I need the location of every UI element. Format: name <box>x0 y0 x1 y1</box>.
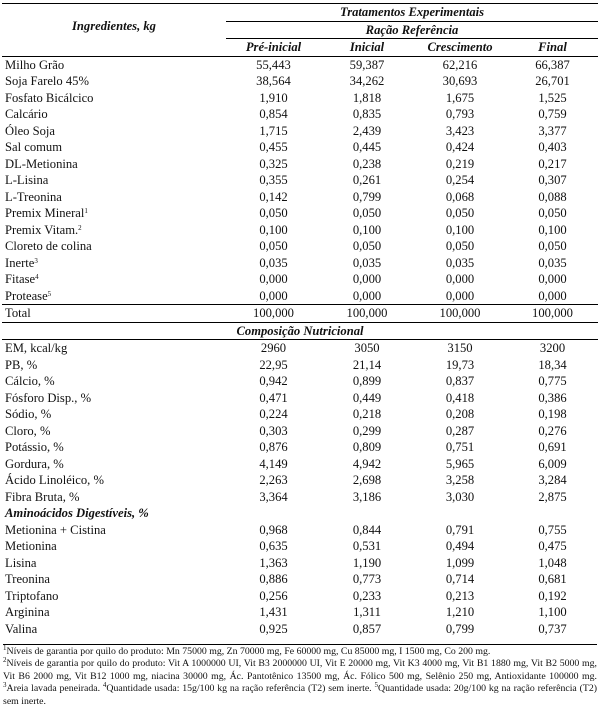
amino-row-value: 0,494 <box>445 539 475 553</box>
composition-row-value: 0,471 <box>259 390 288 405</box>
footnote-marker: 5 <box>47 289 52 298</box>
ingredient-row-value: 0,050 <box>538 239 567 253</box>
composition-row <box>2 390 598 407</box>
ingredient-row <box>2 172 598 189</box>
ingredient-row-value: 0,455 <box>259 140 288 154</box>
ingredient-row-label <box>2 123 226 140</box>
composition-row <box>2 423 598 440</box>
composition-row-value: 0,198 <box>538 407 567 421</box>
ingredient-row-label <box>2 305 226 323</box>
ingredient-row <box>2 189 598 206</box>
amino-row-label <box>2 555 226 572</box>
composition-row-value: 6,009 <box>538 456 567 471</box>
ingredients-body <box>2 56 598 322</box>
composition-row-value: 0,418 <box>445 390 475 405</box>
composition-row-value: 0,224 <box>259 407 288 421</box>
composition-body <box>2 340 598 506</box>
footnote-4-text: Quantidade usada: 15g/100 kg na ração referência (T2) sem inerte. <box>106 683 372 695</box>
footnote-marker: 2 <box>78 223 82 232</box>
footnote-2-mark: 2 <box>3 656 7 665</box>
ingredient-row-name: L-Treonina <box>5 189 62 204</box>
composition-row-value: 3,364 <box>259 489 288 504</box>
ingredient-row-name: L-Lisina <box>5 173 49 187</box>
ingredient-row-value: 1,910 <box>259 90 288 105</box>
amino-row-value: 1,048 <box>538 555 567 570</box>
amino-row-name: Metionina + Cistina <box>5 522 106 537</box>
composition-row-value: 3,258 <box>445 473 475 487</box>
ingredient-row-label <box>2 73 226 90</box>
ingredient-row-value: 0,424 <box>445 140 475 154</box>
ingredient-row-value: 0,050 <box>352 239 382 253</box>
amino-row-label <box>2 538 226 555</box>
ingredient-row-label <box>2 156 226 173</box>
ingredient-row-value: 0,035 <box>445 255 475 270</box>
amino-row-value: 0,886 <box>259 572 288 586</box>
amino-row-value: 0,714 <box>445 572 475 586</box>
ingredient-row-value: 0,835 <box>352 107 382 121</box>
ingredient-row-name: Premix Mineral <box>5 206 85 220</box>
ingredient-row-name: Total <box>5 306 31 320</box>
ingredient-row-value: 55,443 <box>256 57 291 72</box>
amino-row-value: 0,799 <box>445 621 475 636</box>
ingredient-row-value: 0,217 <box>538 156 567 171</box>
ingredient-row-name: DL-Metionina <box>5 156 78 171</box>
ingredient-row <box>2 288 598 305</box>
ingredient-row-value: 0,050 <box>445 239 475 253</box>
column-header: Pré-inicial <box>226 39 321 57</box>
composition-row-value: 0,276 <box>538 423 567 438</box>
amino-row-name: Treonina <box>5 572 51 586</box>
composition-row <box>2 472 598 489</box>
ingredient-row <box>2 205 598 222</box>
amino-row-label <box>2 621 226 638</box>
composition-row <box>2 406 598 423</box>
composition-row-value: 3200 <box>539 341 566 355</box>
ingredient-row-label <box>2 288 226 305</box>
ingredient-row <box>2 139 598 156</box>
composition-row <box>2 439 598 456</box>
footnote-marker: 1 <box>84 207 88 215</box>
footnote-2 <box>3 658 597 708</box>
amino-row <box>2 621 598 638</box>
amino-row-value: 1,100 <box>538 605 567 619</box>
composition-row-label <box>2 456 226 473</box>
ingredient-row-value: 0,000 <box>538 288 567 303</box>
composition-row-label <box>2 406 226 423</box>
ingredient-row-label <box>2 106 226 123</box>
ingredient-row <box>2 123 598 140</box>
footnote-marker: 4 <box>35 273 39 281</box>
ingredient-row <box>2 106 598 123</box>
ingredient-row-value: 3,377 <box>538 123 567 138</box>
amino-row <box>2 555 598 572</box>
amino-row-value: 1,210 <box>445 605 475 619</box>
composition-row-label <box>2 340 226 357</box>
ingredient-row-value: 100,000 <box>321 305 413 323</box>
ingredient-row-value: 59,387 <box>349 57 385 72</box>
composition-row-name: PB, % <box>5 357 38 372</box>
amino-row-value: 0,773 <box>352 572 382 586</box>
ingredient-row <box>2 73 598 90</box>
ingredient-row-value: 0,219 <box>445 156 475 171</box>
amino-row-value: 0,737 <box>538 621 567 636</box>
amino-row-value: 1,190 <box>352 555 382 570</box>
amino-row-label <box>2 571 226 588</box>
column-header: Final <box>507 39 598 57</box>
ingredient-row-label <box>2 238 226 255</box>
ingredient-row-value: 0,000 <box>352 288 382 303</box>
composition-row-value: 0,809 <box>352 440 382 454</box>
composition-row-value: 21,14 <box>352 357 382 372</box>
ingredient-row-value: 66,387 <box>535 57 570 72</box>
amino-row-value: 0,531 <box>352 539 382 553</box>
ingredient-row-value: 30,693 <box>442 74 478 88</box>
amino-row-value: 0,844 <box>352 522 382 537</box>
ingredient-row-value: 0,000 <box>445 288 475 303</box>
composition-row-value: 0,287 <box>445 423 475 438</box>
amino-row-value: 0,256 <box>259 588 288 603</box>
composition-row-label <box>2 439 226 456</box>
ingredient-row-value: 0,254 <box>445 173 475 187</box>
amino-row-value: 0,635 <box>259 539 288 553</box>
composition-row-value: 0,691 <box>538 440 567 454</box>
composition-row-value: 2,263 <box>259 473 288 487</box>
footnote-1-mark: 1 <box>3 644 7 652</box>
amino-row <box>2 588 598 605</box>
ingredient-row-value: 0,088 <box>538 189 567 204</box>
footnote-5-mark: 5 <box>374 681 378 690</box>
ingredient-row-value: 1,715 <box>259 123 288 138</box>
footnote-1 <box>3 646 597 658</box>
composition-row-value: 0,751 <box>445 440 475 454</box>
footnotes <box>3 644 597 708</box>
ingredient-row-value: 0,035 <box>352 255 382 270</box>
composition-row-value: 22,95 <box>259 357 288 372</box>
composition-row-label <box>2 489 226 506</box>
composition-row-value: 0,218 <box>352 407 382 421</box>
amino-row-name: Valina <box>5 621 38 636</box>
composition-row-value: 3,284 <box>538 473 567 487</box>
ingredient-row-label <box>2 189 226 206</box>
composition-row-value: 4,149 <box>259 456 288 471</box>
ingredient-row-label <box>2 139 226 156</box>
composition-row <box>2 340 598 357</box>
ingredient-row <box>2 222 598 239</box>
ingredient-row-name: Protease <box>5 288 48 303</box>
footnote-marker: 3 <box>34 256 38 265</box>
composition-row-value: 3050 <box>354 341 380 355</box>
amino-row-name: Lisina <box>5 555 37 570</box>
composition-row-value: 0,942 <box>259 374 288 388</box>
composition-row-label <box>2 373 226 390</box>
composition-row-value: 0,837 <box>445 374 475 388</box>
ingredient-row-name: Inerte <box>5 255 35 270</box>
amino-row-value: 1,431 <box>259 605 288 619</box>
amino-row-name: Arginina <box>5 605 50 619</box>
composition-row-name: Gordura, % <box>5 456 64 471</box>
composition-row <box>2 489 598 506</box>
composition-row-label <box>2 357 226 374</box>
composition-row-value: 3,186 <box>352 489 382 504</box>
ingredients-label: Ingredientes, kg <box>72 19 156 33</box>
amino-row-value: 0,925 <box>259 621 288 636</box>
footnote-4-mark: 4 <box>102 681 107 690</box>
ingredient-row-value: 1,818 <box>352 90 382 105</box>
ingredient-row-value: 0,050 <box>259 206 288 220</box>
composition-row-value: 0,876 <box>259 440 288 454</box>
ingredients-column-header <box>2 4 226 56</box>
amino-row-name: Triptofano <box>5 588 59 603</box>
subgroup-title: Ração Referência <box>226 21 598 39</box>
amino-row <box>2 604 598 621</box>
ingredient-row <box>2 255 598 272</box>
diet-composition-table <box>2 4 598 637</box>
ingredient-row-value: 0,000 <box>538 272 567 286</box>
ingredient-row-value: 0,325 <box>259 156 288 171</box>
composition-row-value: 2960 <box>260 341 287 355</box>
composition-row-value: 18,34 <box>538 357 567 372</box>
ingredient-row-label <box>2 56 226 73</box>
composition-row-name: Fibra Bruta, % <box>5 489 80 504</box>
ingredient-row-value: 62,216 <box>442 57 478 72</box>
ingredient-row <box>2 271 598 288</box>
ingredient-row-value: 2,439 <box>352 123 382 138</box>
composition-row-value: 2,698 <box>352 473 382 487</box>
composition-row-value: 0,303 <box>259 423 288 438</box>
ingredient-row-label <box>2 172 226 189</box>
ingredient-row-name: Sal comum <box>5 140 63 154</box>
ingredient-row-name: Fosfato Bicálcico <box>5 90 94 105</box>
composition-row-name: EM, kcal/kg <box>5 341 68 355</box>
composition-row-name: Sódio, % <box>5 407 52 421</box>
ingredient-row-value: 0,000 <box>445 272 475 286</box>
footnote-1-text: Níveis de garantia por quilo do produto: Mn 75000 mg, Zn 70000 mg, Fe 60000 mg, Cu 85000 mg, I 1500 mg, Co 200 mg. <box>6 646 491 657</box>
footnote-2-text: Níveis de garantia por quilo do produto: Vit A 1000000 UI, Vit B3 2000000 UI, Vit E 20000 mg, Vit K3 4000 mg, Vit B1 1880 mg, Vit B2 5000 mg, Vit B6 2000 mg, Vit B12 1000 mg, niacina 30000 mg, Ác. Pantotênico 13500 mg, Ác. Fólico 500 mg, Selênio 250 mg, Antioxidante 100000 mg. <box>3 658 597 682</box>
ingredient-row-value: 0,050 <box>259 239 288 253</box>
ingredient-row <box>2 305 598 323</box>
ingredient-row <box>2 90 598 107</box>
ingredient-row-value: 0,050 <box>445 206 475 220</box>
amino-row-value: 0,857 <box>352 621 382 636</box>
ingredient-row-value: 0,035 <box>538 255 567 270</box>
ingredient-row-value: 0,261 <box>352 173 382 187</box>
ingredient-row-value: 0,000 <box>259 272 288 286</box>
amino-row-name: Metionina <box>5 539 57 553</box>
ingredient-row-value: 0,068 <box>445 189 475 204</box>
ingredient-row-value: 0,759 <box>538 107 567 121</box>
composition-row-name: Cálcio, % <box>5 374 55 388</box>
ingredient-row-value: 0,050 <box>352 206 382 220</box>
amino-row-label <box>2 604 226 621</box>
amino-row-value: 0,755 <box>538 522 567 537</box>
column-header: Crescimento <box>413 39 507 57</box>
ingredient-row-value: 34,262 <box>349 74 385 88</box>
ingredient-row-value: 1,675 <box>445 90 475 105</box>
amino-row-value: 1,099 <box>445 555 475 570</box>
ingredient-row-value: 0,100 <box>445 222 475 237</box>
ingredient-row-name: Fitase <box>5 272 36 286</box>
amino-row-value: 1,311 <box>353 605 381 619</box>
amino-row-label <box>2 588 226 605</box>
composition-row-name: Fósforo Disp., % <box>5 390 92 405</box>
ingredient-row-value: 0,793 <box>445 107 475 121</box>
composition-row-value: 2,875 <box>538 489 567 504</box>
footnote-3-mark: 3 <box>3 681 7 690</box>
composition-row-label <box>2 390 226 407</box>
amino-row-value: 1,363 <box>259 555 288 570</box>
composition-title: Composição Nutricional <box>2 322 598 340</box>
composition-row-value: 3,030 <box>445 489 475 504</box>
composition-row-name: Potássio, % <box>5 440 64 454</box>
amino-row <box>2 571 598 588</box>
amino-row-value: 0,791 <box>445 522 475 537</box>
ingredient-row-value: 100,000 <box>413 305 507 323</box>
ingredient-row-value: 0,355 <box>259 173 288 187</box>
ingredient-row-name: Soja Farelo 45% <box>5 74 89 88</box>
ingredient-row-value: 0,100 <box>259 222 288 237</box>
amino-row-value: 0,681 <box>538 572 567 586</box>
ingredient-row-label <box>2 205 226 222</box>
ingredient-row-value: 0,000 <box>352 272 382 286</box>
ingredient-row-label <box>2 90 226 107</box>
ingredient-row-value: 0,100 <box>538 222 567 237</box>
ingredient-row-label <box>2 271 226 288</box>
column-header: Inicial <box>321 39 413 57</box>
amino-row-value: 0,233 <box>352 588 382 603</box>
ingredient-row <box>2 56 598 73</box>
ingredient-row-value: 100,000 <box>507 305 598 323</box>
composition-row-value: 0,775 <box>538 374 567 388</box>
ingredient-row-name: Óleo Soja <box>5 123 56 138</box>
ingredient-row-name: Cloreto de colina <box>5 239 92 253</box>
footnote-3-text: Areia lavada peneirada. <box>6 683 101 695</box>
ingredient-row-name: Premix Vitam. <box>5 222 79 237</box>
ingredient-row-value: 0,000 <box>259 288 288 303</box>
ingredient-row-value: 100,000 <box>226 305 321 323</box>
composition-row-value: 0,899 <box>352 374 382 388</box>
ingredient-row-value: 0,050 <box>538 206 567 220</box>
group-title: Tratamentos Experimentais <box>226 4 598 21</box>
ingredient-row-value: 0,854 <box>259 107 288 121</box>
composition-row-name: Cloro, % <box>5 423 51 438</box>
ingredient-row-value: 0,307 <box>538 173 567 187</box>
footnote-5-text: Quantidade usada: 20g/100 kg na ração referência (T2) sem inerte. <box>3 683 598 707</box>
ingredient-row-value: 0,035 <box>259 255 288 270</box>
composition-row-value: 0,299 <box>352 423 382 438</box>
composition-row-value: 3150 <box>447 341 473 355</box>
ingredient-row-value: 0,445 <box>352 140 382 154</box>
amino-title: Aminoácidos Digestíveis, % <box>5 506 149 520</box>
amino-row <box>2 522 598 539</box>
ingredient-row-value: 3,423 <box>445 123 475 138</box>
composition-row-value: 19,73 <box>445 357 475 372</box>
ingredient-row-value: 1,525 <box>538 90 567 105</box>
ingredient-row-label <box>2 222 226 239</box>
composition-row-value: 5,965 <box>445 456 475 471</box>
composition-row <box>2 373 598 390</box>
ingredient-row-label <box>2 255 226 272</box>
composition-row-label <box>2 472 226 489</box>
amino-row-value: 0,192 <box>538 588 567 603</box>
ingredient-row-value: 38,564 <box>256 74 291 88</box>
ingredient-row-name: Calcário <box>5 107 48 121</box>
ingredient-row-value: 0,100 <box>352 222 382 237</box>
amino-row-value: 0,968 <box>259 522 288 537</box>
amino-row-value: 0,475 <box>538 539 567 553</box>
ingredient-row <box>2 238 598 255</box>
composition-row <box>2 456 598 473</box>
ingredient-row-value: 0,799 <box>352 189 382 204</box>
amino-row <box>2 538 598 555</box>
amino-row-label <box>2 522 226 539</box>
amino-row-value: 0,213 <box>445 588 475 603</box>
composition-row-value: 0,386 <box>538 390 567 405</box>
composition-row-name: Ácido Linoléico, % <box>5 473 104 487</box>
ingredient-row-value: 26,701 <box>535 74 570 88</box>
composition-row-value: 0,208 <box>445 407 475 421</box>
ingredient-row-name: Milho Grão <box>5 57 65 72</box>
ingredient-row-value: 0,238 <box>352 156 382 171</box>
ingredient-row-value: 0,403 <box>538 140 567 154</box>
composition-row-value: 0,449 <box>352 390 382 405</box>
composition-row <box>2 357 598 374</box>
composition-row-label <box>2 423 226 440</box>
amino-body <box>2 522 598 638</box>
composition-row-value: 4,942 <box>352 456 382 471</box>
ingredient-row-value: 0,142 <box>259 189 288 204</box>
ingredient-row <box>2 156 598 173</box>
